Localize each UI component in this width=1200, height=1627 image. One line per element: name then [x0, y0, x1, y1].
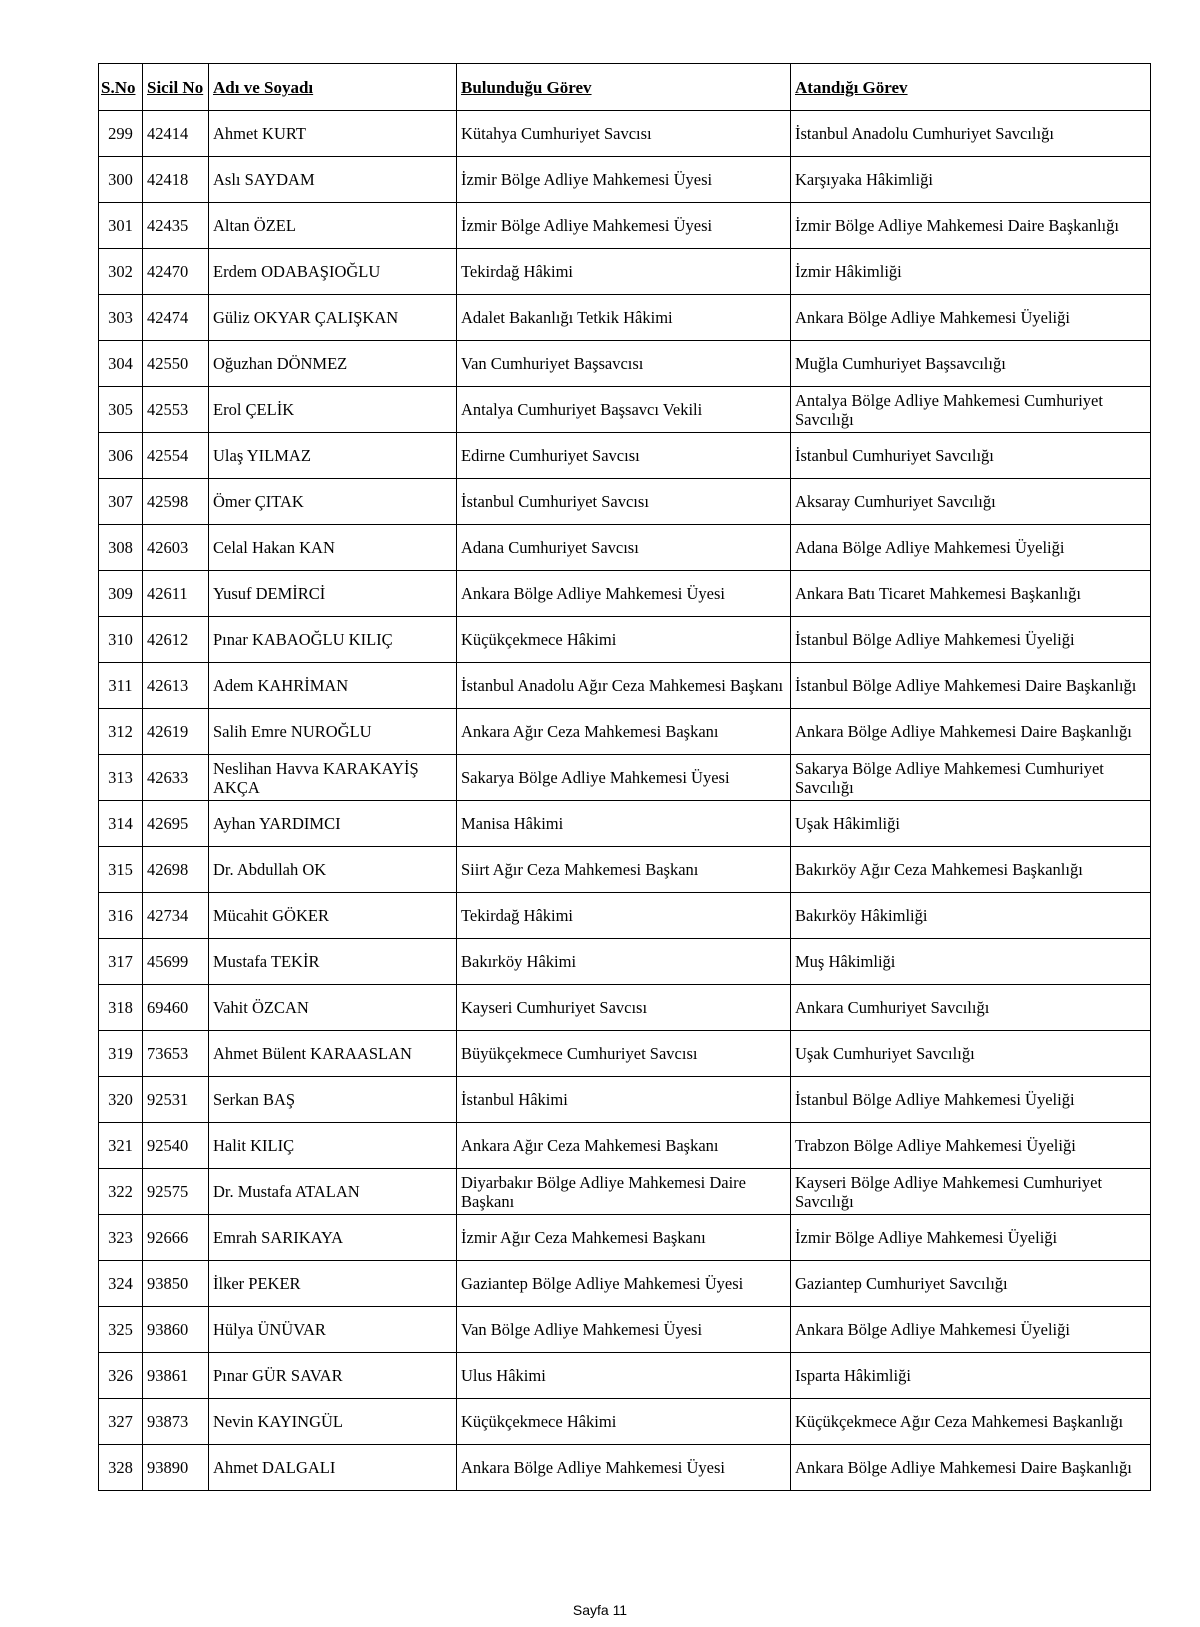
- cell-sicil-no: 92531: [143, 1077, 209, 1123]
- cell-sicil-no: 93860: [143, 1307, 209, 1353]
- cell-name: Altan ÖZEL: [209, 203, 457, 249]
- cell-sno: 316: [99, 893, 143, 939]
- cell-name: Halit KILIÇ: [209, 1123, 457, 1169]
- cell-sno: 312: [99, 709, 143, 755]
- table-row: [99, 1307, 1151, 1353]
- cell-sno: 309: [99, 571, 143, 617]
- cell-sno: 320: [99, 1077, 143, 1123]
- table-row: [99, 387, 1151, 433]
- cell-current-position: Manisa Hâkimi: [457, 801, 791, 847]
- cell-sno: 325: [99, 1307, 143, 1353]
- cell-current-position: Ulus Hâkimi: [457, 1353, 791, 1399]
- cell-current-position: İstanbul Hâkimi: [457, 1077, 791, 1123]
- cell-appointed-position: Antalya Bölge Adliye Mahkemesi Cumhuriyet Savcılığı: [791, 387, 1151, 433]
- cell-current-position: Küçükçekmece Hâkimi: [457, 1399, 791, 1445]
- cell-current-position: Van Bölge Adliye Mahkemesi Üyesi: [457, 1307, 791, 1353]
- table-row: [99, 525, 1151, 571]
- cell-appointed-position: Trabzon Bölge Adliye Mahkemesi Üyeliği: [791, 1123, 1151, 1169]
- cell-sno: 310: [99, 617, 143, 663]
- cell-sno: 301: [99, 203, 143, 249]
- cell-sicil-no: 42633: [143, 755, 209, 801]
- cell-sno: 304: [99, 341, 143, 387]
- cell-name: Vahit ÖZCAN: [209, 985, 457, 1031]
- cell-name: Ahmet KURT: [209, 111, 457, 157]
- cell-sicil-no: 42603: [143, 525, 209, 571]
- cell-sicil-no: 42435: [143, 203, 209, 249]
- cell-sicil-no: 42550: [143, 341, 209, 387]
- cell-sno: 322: [99, 1169, 143, 1215]
- cell-appointed-position: Kayseri Bölge Adliye Mahkemesi Cumhuriyet Savcılığı: [791, 1169, 1151, 1215]
- cell-sno: 307: [99, 479, 143, 525]
- cell-appointed-position: İstanbul Anadolu Cumhuriyet Savcılığı: [791, 111, 1151, 157]
- cell-current-position: Adalet Bakanlığı Tetkik Hâkimi: [457, 295, 791, 341]
- cell-sno: 324: [99, 1261, 143, 1307]
- cell-current-position: Büyükçekmece Cumhuriyet Savcısı: [457, 1031, 791, 1077]
- cell-name: Ahmet DALGALI: [209, 1445, 457, 1491]
- cell-sno: 305: [99, 387, 143, 433]
- table-row: [99, 985, 1151, 1031]
- cell-appointed-position: İstanbul Bölge Adliye Mahkemesi Üyeliği: [791, 1077, 1151, 1123]
- cell-appointed-position: Ankara Bölge Adliye Mahkemesi Daire Başkanlığı: [791, 709, 1151, 755]
- cell-name: Mücahit GÖKER: [209, 893, 457, 939]
- cell-sicil-no: 42414: [143, 111, 209, 157]
- cell-current-position: İstanbul Cumhuriyet Savcısı: [457, 479, 791, 525]
- table-row: [99, 1031, 1151, 1077]
- cell-name: Ayhan YARDIMCI: [209, 801, 457, 847]
- cell-current-position: İzmir Bölge Adliye Mahkemesi Üyesi: [457, 203, 791, 249]
- cell-current-position: Bakırköy Hâkimi: [457, 939, 791, 985]
- table-row: [99, 755, 1151, 801]
- cell-name: Dr. Abdullah OK: [209, 847, 457, 893]
- cell-current-position: Edirne Cumhuriyet Savcısı: [457, 433, 791, 479]
- cell-sno: 306: [99, 433, 143, 479]
- cell-appointed-position: Küçükçekmece Ağır Ceza Mahkemesi Başkanlığı: [791, 1399, 1151, 1445]
- cell-name: Serkan BAŞ: [209, 1077, 457, 1123]
- cell-sno: 314: [99, 801, 143, 847]
- table-body: [99, 111, 1151, 1491]
- cell-appointed-position: Ankara Batı Ticaret Mahkemesi Başkanlığı: [791, 571, 1151, 617]
- cell-current-position: Ankara Bölge Adliye Mahkemesi Üyesi: [457, 1445, 791, 1491]
- cell-appointed-position: İzmir Hâkimliği: [791, 249, 1151, 295]
- cell-appointed-position: Bakırköy Hâkimliği: [791, 893, 1151, 939]
- cell-current-position: Kayseri Cumhuriyet Savcısı: [457, 985, 791, 1031]
- table-row: [99, 1123, 1151, 1169]
- table-row: [99, 847, 1151, 893]
- table-header: [99, 64, 1151, 111]
- cell-appointed-position: Karşıyaka Hâkimliği: [791, 157, 1151, 203]
- cell-appointed-position: Bakırköy Ağır Ceza Mahkemesi Başkanlığı: [791, 847, 1151, 893]
- cell-name: Emrah SARIKAYA: [209, 1215, 457, 1261]
- cell-current-position: Sakarya Bölge Adliye Mahkemesi Üyesi: [457, 755, 791, 801]
- table-row: [99, 295, 1151, 341]
- cell-name: Celal Hakan KAN: [209, 525, 457, 571]
- table-row: [99, 479, 1151, 525]
- header-sno: S.No: [99, 64, 143, 111]
- cell-current-position: Adana Cumhuriyet Savcısı: [457, 525, 791, 571]
- cell-sicil-no: 92540: [143, 1123, 209, 1169]
- cell-appointed-position: Ankara Bölge Adliye Mahkemesi Üyeliği: [791, 1307, 1151, 1353]
- cell-sicil-no: 93873: [143, 1399, 209, 1445]
- cell-appointed-position: Gaziantep Cumhuriyet Savcılığı: [791, 1261, 1151, 1307]
- cell-sicil-no: 42554: [143, 433, 209, 479]
- cell-name: Salih Emre NUROĞLU: [209, 709, 457, 755]
- cell-sno: 303: [99, 295, 143, 341]
- appointments-table: [98, 63, 1151, 1491]
- cell-current-position: İstanbul Anadolu Ağır Ceza Mahkemesi Başkanı: [457, 663, 791, 709]
- cell-sicil-no: 93861: [143, 1353, 209, 1399]
- cell-sicil-no: 73653: [143, 1031, 209, 1077]
- cell-current-position: Ankara Bölge Adliye Mahkemesi Üyesi: [457, 571, 791, 617]
- cell-name: Yusuf DEMİRCİ: [209, 571, 457, 617]
- cell-appointed-position: Ankara Cumhuriyet Savcılığı: [791, 985, 1151, 1031]
- cell-sno: 328: [99, 1445, 143, 1491]
- cell-name: Mustafa TEKİR: [209, 939, 457, 985]
- cell-sno: 321: [99, 1123, 143, 1169]
- header-row: [99, 64, 1151, 111]
- table-row: [99, 939, 1151, 985]
- cell-appointed-position: İzmir Bölge Adliye Mahkemesi Üyeliği: [791, 1215, 1151, 1261]
- cell-current-position: Tekirdağ Hâkimi: [457, 893, 791, 939]
- cell-sno: 323: [99, 1215, 143, 1261]
- cell-current-position: Küçükçekmece Hâkimi: [457, 617, 791, 663]
- table-row: [99, 111, 1151, 157]
- table-row: [99, 157, 1151, 203]
- cell-sno: 327: [99, 1399, 143, 1445]
- cell-sicil-no: 42612: [143, 617, 209, 663]
- cell-sicil-no: 42698: [143, 847, 209, 893]
- cell-name: Ömer ÇITAK: [209, 479, 457, 525]
- table-row: [99, 1169, 1151, 1215]
- table-row: [99, 1261, 1151, 1307]
- cell-name: Neslihan Havva KARAKAYİŞ AKÇA: [209, 755, 457, 801]
- cell-current-position: Siirt Ağır Ceza Mahkemesi Başkanı: [457, 847, 791, 893]
- table-row: [99, 1215, 1151, 1261]
- table-row: [99, 801, 1151, 847]
- cell-sno: 319: [99, 1031, 143, 1077]
- cell-name: Güliz OKYAR ÇALIŞKAN: [209, 295, 457, 341]
- cell-name: Oğuzhan DÖNMEZ: [209, 341, 457, 387]
- cell-appointed-position: İstanbul Cumhuriyet Savcılığı: [791, 433, 1151, 479]
- cell-sno: 299: [99, 111, 143, 157]
- cell-current-position: İzmir Bölge Adliye Mahkemesi Üyesi: [457, 157, 791, 203]
- cell-sicil-no: 92575: [143, 1169, 209, 1215]
- cell-appointed-position: Ankara Bölge Adliye Mahkemesi Daire Başkanlığı: [791, 1445, 1151, 1491]
- cell-appointed-position: Isparta Hâkimliği: [791, 1353, 1151, 1399]
- cell-sno: 300: [99, 157, 143, 203]
- cell-sno: 302: [99, 249, 143, 295]
- cell-sicil-no: 42695: [143, 801, 209, 847]
- cell-sicil-no: 42418: [143, 157, 209, 203]
- cell-name: Aslı SAYDAM: [209, 157, 457, 203]
- cell-sno: 315: [99, 847, 143, 893]
- cell-appointed-position: İzmir Bölge Adliye Mahkemesi Daire Başkanlığı: [791, 203, 1151, 249]
- cell-appointed-position: Sakarya Bölge Adliye Mahkemesi Cumhuriyet Savcılığı: [791, 755, 1151, 801]
- header-appointed-position: Atandığı Görev: [791, 64, 1151, 111]
- cell-current-position: Van Cumhuriyet Başsavcısı: [457, 341, 791, 387]
- cell-name: Pınar GÜR SAVAR: [209, 1353, 457, 1399]
- header-name: Adı ve Soyadı: [209, 64, 457, 111]
- table-row: [99, 1077, 1151, 1123]
- cell-current-position: Kütahya Cumhuriyet Savcısı: [457, 111, 791, 157]
- cell-current-position: Gaziantep Bölge Adliye Mahkemesi Üyesi: [457, 1261, 791, 1307]
- cell-appointed-position: Uşak Cumhuriyet Savcılığı: [791, 1031, 1151, 1077]
- cell-sicil-no: 42598: [143, 479, 209, 525]
- cell-current-position: Ankara Ağır Ceza Mahkemesi Başkanı: [457, 709, 791, 755]
- cell-appointed-position: Muş Hâkimliği: [791, 939, 1151, 985]
- cell-name: Hülya ÜNÜVAR: [209, 1307, 457, 1353]
- cell-name: Ulaş YILMAZ: [209, 433, 457, 479]
- table-row: [99, 617, 1151, 663]
- cell-sicil-no: 93850: [143, 1261, 209, 1307]
- table-row: [99, 203, 1151, 249]
- cell-sicil-no: 42613: [143, 663, 209, 709]
- table-row: [99, 433, 1151, 479]
- table-row: [99, 663, 1151, 709]
- cell-sicil-no: 42553: [143, 387, 209, 433]
- cell-sicil-no: 42619: [143, 709, 209, 755]
- header-sicil-no: Sicil No: [143, 64, 209, 111]
- cell-name: İlker PEKER: [209, 1261, 457, 1307]
- cell-appointed-position: İstanbul Bölge Adliye Mahkemesi Daire Başkanlığı: [791, 663, 1151, 709]
- table-row: [99, 341, 1151, 387]
- cell-name: Erol ÇELİK: [209, 387, 457, 433]
- page-number: Sayfa 11: [572, 1602, 628, 1618]
- cell-appointed-position: Uşak Hâkimliği: [791, 801, 1151, 847]
- cell-sicil-no: 42734: [143, 893, 209, 939]
- cell-name: Adem KAHRİMAN: [209, 663, 457, 709]
- cell-current-position: Antalya Cumhuriyet Başsavcı Vekili: [457, 387, 791, 433]
- table-row: [99, 1445, 1151, 1491]
- cell-appointed-position: Aksaray Cumhuriyet Savcılığı: [791, 479, 1151, 525]
- table-row: [99, 893, 1151, 939]
- cell-appointed-position: Ankara Bölge Adliye Mahkemesi Üyeliği: [791, 295, 1151, 341]
- cell-sno: 326: [99, 1353, 143, 1399]
- cell-current-position: Diyarbakır Bölge Adliye Mahkemesi Daire Başkanı: [457, 1169, 791, 1215]
- cell-name: Ahmet Bülent KARAASLAN: [209, 1031, 457, 1077]
- cell-appointed-position: İstanbul Bölge Adliye Mahkemesi Üyeliği: [791, 617, 1151, 663]
- cell-current-position: Ankara Ağır Ceza Mahkemesi Başkanı: [457, 1123, 791, 1169]
- cell-sno: 308: [99, 525, 143, 571]
- table-row: [99, 709, 1151, 755]
- cell-sno: 313: [99, 755, 143, 801]
- cell-name: Nevin KAYINGÜL: [209, 1399, 457, 1445]
- table-row: [99, 571, 1151, 617]
- cell-sicil-no: 45699: [143, 939, 209, 985]
- cell-name: Pınar KABAOĞLU KILIÇ: [209, 617, 457, 663]
- table-row: [99, 1353, 1151, 1399]
- header-current-position: Bulunduğu Görev: [457, 64, 791, 111]
- cell-sno: 317: [99, 939, 143, 985]
- cell-sno: 311: [99, 663, 143, 709]
- table-row: [99, 249, 1151, 295]
- cell-sno: 318: [99, 985, 143, 1031]
- cell-appointed-position: Adana Bölge Adliye Mahkemesi Üyeliği: [791, 525, 1151, 571]
- cell-sicil-no: 92666: [143, 1215, 209, 1261]
- cell-sicil-no: 93890: [143, 1445, 209, 1491]
- cell-current-position: İzmir Ağır Ceza Mahkemesi Başkanı: [457, 1215, 791, 1261]
- cell-sicil-no: 69460: [143, 985, 209, 1031]
- cell-appointed-position: Muğla Cumhuriyet Başsavcılığı: [791, 341, 1151, 387]
- cell-sicil-no: 42470: [143, 249, 209, 295]
- cell-name: Erdem ODABAŞIOĞLU: [209, 249, 457, 295]
- cell-current-position: Tekirdağ Hâkimi: [457, 249, 791, 295]
- table-row: [99, 1399, 1151, 1445]
- cell-name: Dr. Mustafa ATALAN: [209, 1169, 457, 1215]
- cell-sicil-no: 42611: [143, 571, 209, 617]
- cell-sicil-no: 42474: [143, 295, 209, 341]
